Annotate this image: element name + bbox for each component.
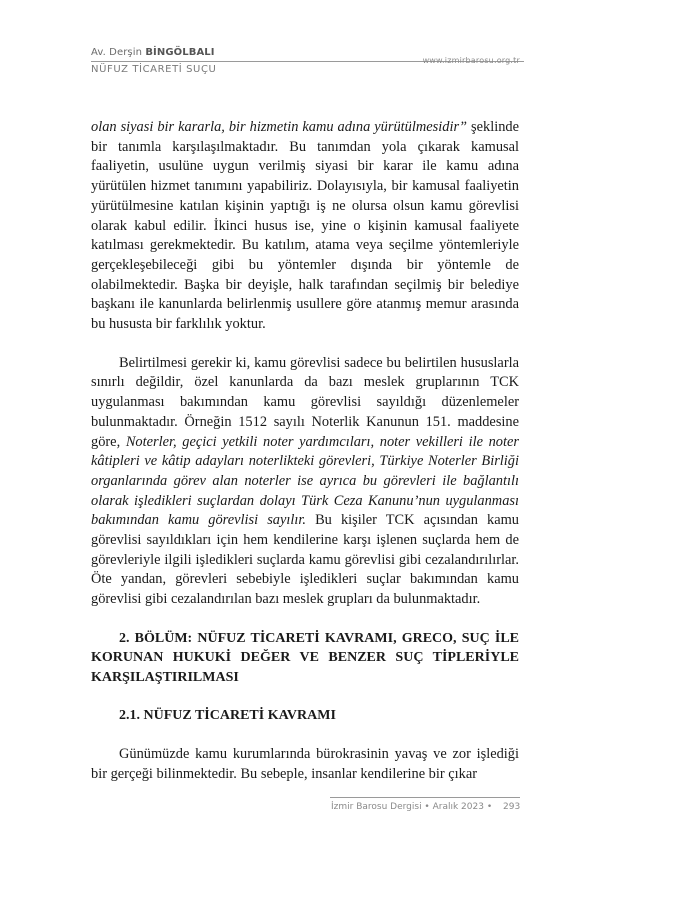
journal-name: İzmir Barosu Dergisi • Aralık 2023 •	[331, 802, 493, 812]
author-name	[91, 47, 215, 58]
paragraph-1	[91, 118, 519, 335]
header-divider	[91, 61, 426, 62]
paragraph-2-end: Bu kişiler TCK açısından kamu görevlisi sayıldıkları için hem kendilerine karşı işlenen suçlarda hem de görevleriyle ilgili işledikleri suçlarda kamu görevlisi gibi cezalandırılırlar. Öte yandan, görevleri sebebiyle işledikleri suçlar bakımından kamu görevlisi gibi cezalandırılan bazı meslek grupları da bulunmaktadır.	[91, 512, 519, 608]
article-title: NÜFUZ TİCARETİ SUÇU	[91, 64, 217, 75]
footer-divider	[330, 797, 520, 798]
paragraph-2	[91, 354, 519, 610]
paragraph-2-start: Belirtilmesi gerekir ki, kamu görevlisi sadece bu belirtilen hususlarla sınırlı değildir, özel kanunlarda da bazı meslek gruplarının TCK uygulanması bakımından kamu görevlisi sayıldığı düzenlemeler bulunmaktadır. Örneğin 1512 sayılı Noterlik Kanunun 151. maddesine göre,	[91, 354, 519, 450]
paragraph-1-text: şeklinde bir tanımla karşılaşılmaktadır. Bu tanımdan yola çıkarak kamusal faaliyetin, usulüne uygun verilmiş siyasi bir karar ile kamu adına yürütülen hizmet tanımını yapabiliriz. Dolayısıyla, bir kamusal faaliyetin yürütülmesine katılan kişinin yaptığı iş ne olursa olsun kamu görevlisi olarak kabul edilir. İkinci husus ise, yine o kişinin kamusal faaliyete katılması gerekmektedir. Bu katılım, atama veya seçilme yöntemleriyle gerçekleşebileceği gibi bu yöntemler dışında bir yöntemle de olabilmektedir. Başka bir deyişle, halk tarafından seçilmiş bir belediye başkanı ile kanunlarda belirlenmiş usullere göre atanmış memur arasında bu hususta bir farklılık yoktur.	[91, 119, 519, 333]
section-heading: 2. BÖLÜM: NÜFUZ TİCARETİ KAVRAMI, GRECO, SUÇ İLE KORUNAN HUKUKİ DEĞER VE BENZER SUÇ TİPLERİYLE KARŞILAŞTIRILMASI	[91, 630, 519, 685]
quoted-definition: olan siyasi bir kararla, bir hizmetin kamu adına yürütülmesidir”	[91, 119, 468, 135]
quoted-law-text: Noterler, geçici yetkili noter yardımcıları, noter vekilleri ile noter kâtipleri ve kâtip adayları noterlikteki görevleri, Türkiye Noterler Birliği organlarında görev alan noterler ise ayrıca bu görevleri ile bağlantılı olarak işledikleri suçlardan dolayı Türk Ceza Kanunu’nun uygulanması bakımından kamu görevlisi sayılır.	[91, 433, 519, 529]
author-surname: BİNGÖLBALI	[145, 47, 215, 58]
subsection-heading: 2.1. NÜFUZ TİCARETİ KAVRAMI	[119, 708, 336, 724]
website-url: www.izmirbarosu.org.tr	[422, 56, 520, 65]
paragraph-3: Günümüzde kamu kurumlarında bürokrasinin yavaş ve zor işlediği bir gerçeği bilinmektedir. Bu sebeple, insanlar kendilerine bir çıkar	[91, 745, 519, 782]
author-prefix: Av. Derşin	[91, 47, 143, 58]
page-number: 293	[503, 802, 521, 812]
article-body	[91, 118, 519, 784]
